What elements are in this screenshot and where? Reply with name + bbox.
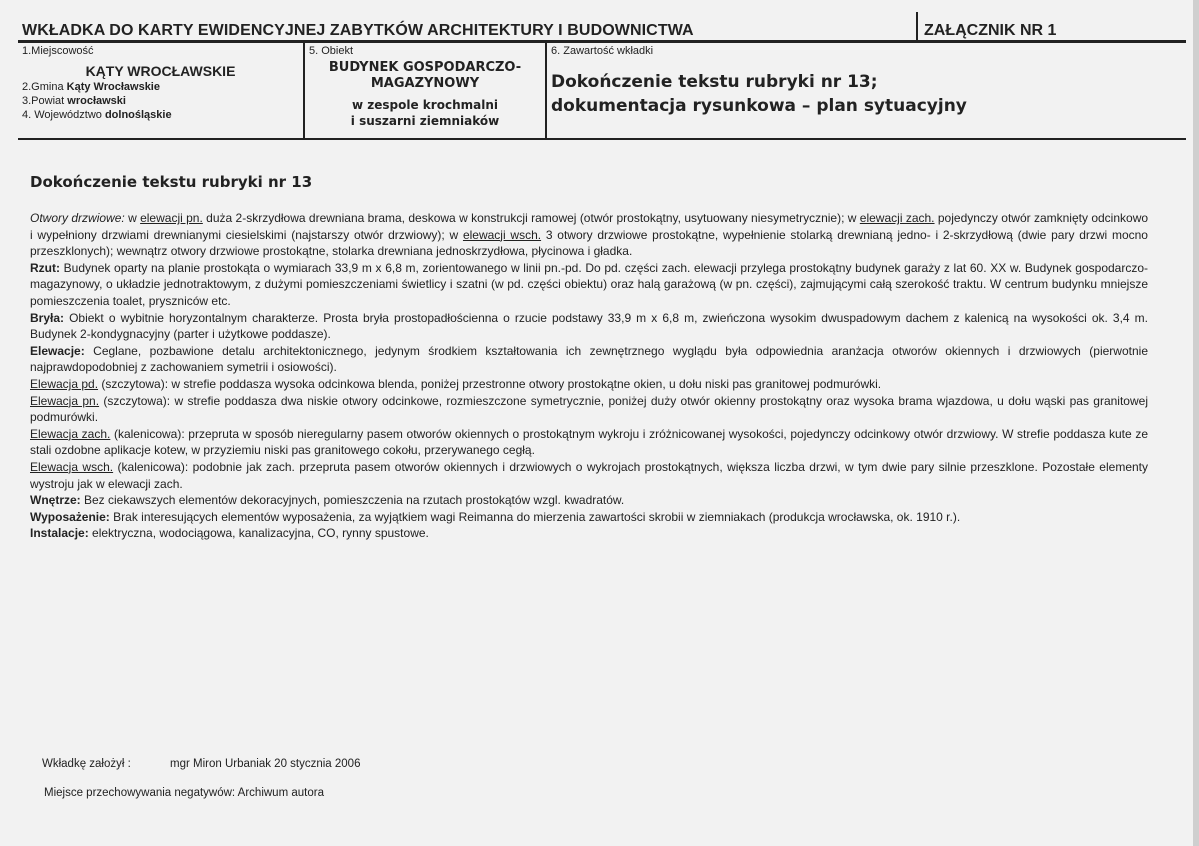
annex-label: ZAŁĄCZNIK NR 1 <box>924 22 1057 39</box>
wojewodztwo-value: dolnośląskie <box>104 109 172 121</box>
underlined-term: Elewacja zach. <box>30 426 111 441</box>
powiat-row <box>22 95 126 107</box>
elewacje-label: Elewacje: <box>30 343 85 358</box>
text-span: (szczytowa): w strefie poddasza wysoka odcinkowa blenda, poniżej przestronne otwory prostokątne okien, u dołu niski pas granitowej podmurówki. <box>98 376 882 391</box>
location-label: 1.Miejscowość <box>22 45 94 57</box>
text-span: (kalenicowa): przepruta w sposób nieregularny pasem otworów okiennych o prostokątnym wykroju i zróżnicowanej wysokości, pojedynczy odcinkowy otwór drzwiowy. W strefie poddasza kute ze stali ozdobne aplikacje kotew, w przyziemiu niski pas granitowego cokołu, przerywanego cegłą. <box>30 426 1148 458</box>
content-label: 6. Zawartość wkładki <box>551 45 654 57</box>
text-span: (szczytowa): w strefie poddasza dwa niskie otwory odcinkowe, rozmieszczone symetrycznie, poniżej duży otwór okienny prostokątny oraz wysoka brama wjazdowa, u dołu wąski pas granitowej podmurówki. <box>30 393 1148 425</box>
document-title: WKŁADKA DO KARTY EWIDENCYJNEJ ZABYTKÓW ARCHITEKTURY I BUDOWNICTWA <box>22 22 694 39</box>
gmina-row <box>22 81 160 93</box>
underlined-term: elewacji zach. <box>859 211 935 225</box>
content-line2: dokumentacja rysunkowa – plan sytuacyjny <box>551 96 967 116</box>
object-name-line2: MAGAZYNOWY <box>370 76 480 91</box>
bryla-label: Bryła: <box>30 310 65 325</box>
object-cell <box>305 43 547 138</box>
text-span: Obiekt o wybitnie horyzontalnym charakterze. Prosta bryła prostopadłościenna o rzucie podstawy 33,9 m x 6,8 m, zwieńczona wysokim dwuspadowym dachem z kalenicą na wysokości ok. 3,4 m. Budynek 2-kondygnacyjny (parter i użytkowe poddasze). <box>30 310 1148 342</box>
author-value: mgr Miron Urbaniak 20 stycznia 2006 <box>170 758 361 770</box>
content-description <box>551 70 1171 118</box>
header-divider <box>916 12 918 42</box>
location-cell <box>18 43 305 138</box>
doors-label: Otwory drzwiowe: <box>30 211 125 225</box>
text-span: elektryczna, wodociągowa, kanalizacyjna, CO, rynny spustowe. <box>88 526 429 541</box>
storage-note: Miejsce przechowywania negatywów: Archiwum autora <box>44 787 324 799</box>
underlined-term: Elewacja wsch. <box>30 459 114 474</box>
gmina-label: 2.Gmina <box>22 81 64 93</box>
paragraph-rzut <box>30 260 1148 310</box>
section-title: Dokończenie tekstu rubryki nr 13 <box>30 173 313 191</box>
text-span: Brak interesujących elementów wyposażenia, za wyjątkiem wagi Reimanna do mierzenia zawartości skrobii w ziemniakach (produkcja wrocławska, ok. 1910 r.). <box>109 509 961 524</box>
scan-edge <box>1193 0 1199 846</box>
paragraph-elewacje <box>30 343 1148 376</box>
object-name-line1: BUDYNEK GOSPODARCZO- <box>328 60 522 75</box>
header-grid <box>18 43 1186 140</box>
powiat-label: 3.Powiat <box>22 95 65 107</box>
wojewodztwo-label: 4. Województwo <box>22 109 102 121</box>
underlined-term: Elewacja pd. <box>30 376 99 391</box>
wojewodztwo-row <box>22 109 172 121</box>
object-label: 5. Obiekt <box>309 45 354 57</box>
paragraph-bryla <box>30 310 1148 343</box>
text-span: 3 otwory drzwiowe prostokątne, wypełnienie stolarką drewnianą jedno- i 2-skrzydłową (dwie pary drzwi mocno przeszklonych); wewnątrz otwory drzwiowe prostokątne, stolarka drewniana jednoskrzydłowa, płycinowa i gładka. <box>30 227 1148 259</box>
paragraph-elewacja-pn <box>30 393 1148 426</box>
rzut-label: Rzut: <box>30 260 60 275</box>
wnetrze-label: Wnętrze: <box>30 493 81 508</box>
text-span: w <box>124 211 141 225</box>
text-span: Bez ciekawszych elementów dekoracyjnych, pomieszczenia na rzutach prostokątów wzgl. kwadratów. <box>80 493 625 508</box>
instalacje-label: Instalacje: <box>30 526 89 541</box>
powiat-value: wrocławski <box>67 95 126 107</box>
text-span: pojedynczy otwór zamknięty odcinkowo i wypełniony drzwiami drewnianymi ciesielskimi (najstarszy otwór drzwiowy); w <box>30 211 1149 242</box>
paragraph-elewacja-pd <box>30 376 1148 393</box>
underlined-term: Elewacja pn. <box>30 393 100 408</box>
paragraph-doors <box>30 210 1148 260</box>
paragraph-elewacja-zach <box>30 426 1148 459</box>
body-text <box>30 210 1148 542</box>
gmina-value: Kąty Wrocławskie <box>66 81 160 93</box>
city-name: KĄTY WROCŁAWSKIE <box>85 63 236 79</box>
paragraph-wnetrze <box>30 492 1148 509</box>
object-name <box>305 60 545 92</box>
object-desc-line2: i suszarni ziemniaków <box>350 114 500 128</box>
underlined-term: elewacji pn. <box>140 211 203 225</box>
paragraph-wyposazenie <box>30 509 1148 526</box>
text-span: (kalenicowa): podobnie jak zach. przepruta pasem otworów okiennych i drzwiowych o wykrojach prostokątnych, większa liczba drzwi, w tym dwie pary silnie przeszklone. Pozostałe elementy wystroju jak w elewacji zach. <box>30 459 1149 491</box>
text-span: duża 2-skrzydłowa drewniana brama, deskowa w konstrukcji ramowej (otwór prostokątny, usytuowany niesymetrycznie); w <box>202 211 860 225</box>
paragraph-elewacja-wsch <box>30 459 1148 492</box>
underlined-term: elewacji wsch. <box>462 227 542 242</box>
content-line1: Dokończenie tekstu rubryki nr 13; <box>551 72 878 92</box>
object-description <box>305 97 545 129</box>
author-label: Wkładkę założył : <box>42 758 131 770</box>
wyposazenie-label: Wyposażenie: <box>30 509 110 524</box>
object-desc-line1: w zespole krochmalni <box>352 98 498 112</box>
text-span: Ceglane, pozbawione detalu architektonicznego, jedynym środkiem kształtowania ich zewnętrznego wyglądu była odpowiednia aranżacja otworów okiennych i drzwiowych (pierwotnie najprawdopodobniej z zachowaniem symetrii i osiowości). <box>30 343 1148 375</box>
text-span: Budynek oparty na planie prostokąta o wymiarach 33,9 m x 6,8 m, zorientowanego w linii pn.-pd. Do pd. części zach. elewacji przylega prostokątny budynek garaży z lat 60. XX w. Budynek gospodarczo-magazynowy, o układzie jednotraktowym, z dużymi pomieszczeniami świetlicy i szatni (w pd. części obiektu) oraz halą garażową (w pn. części), zajmującymi całą szerokość traktu. W centrum budynku mniejsze pomieszczenia toalet, pryszniców etc. <box>30 260 1148 308</box>
paragraph-instalacje <box>30 525 1148 542</box>
content-cell <box>547 43 1186 138</box>
